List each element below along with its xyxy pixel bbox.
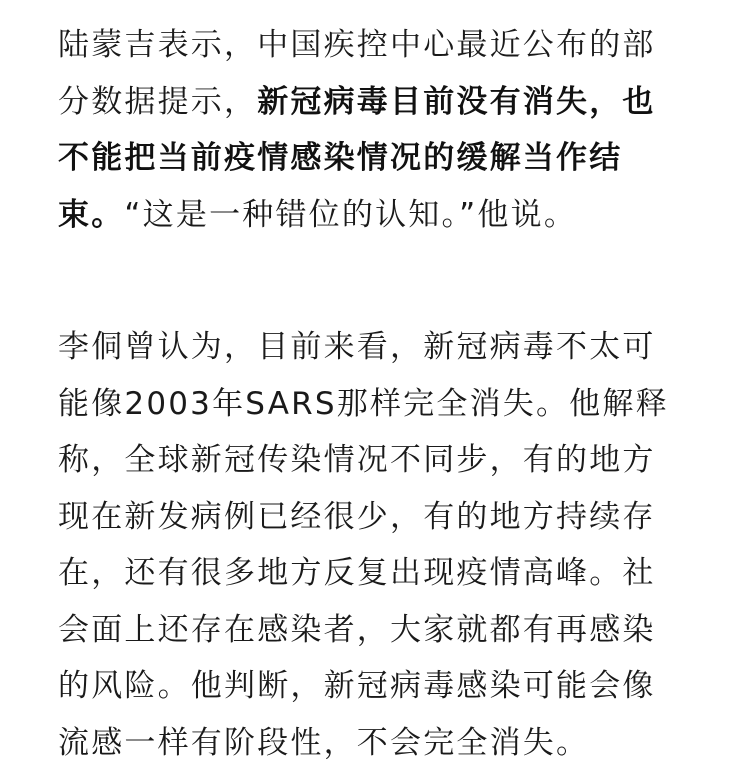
text-line: 流感一样有阶段性，不会完全消失。 [58, 724, 590, 761]
text-line: 会面上还存在感染者，大家就都有再感染 [58, 611, 656, 648]
text-span: “这是一种错位的认知。”他说。 [124, 196, 578, 233]
paragraph-lu-menji-quote [58, 0, 709, 243]
text-line [58, 130, 709, 187]
text-line: 的风险。他判断，新冠病毒感染可能会像 [58, 668, 656, 704]
text-span: 分数据提示， [58, 83, 258, 120]
text-line [58, 17, 709, 74]
text-line: 称，全球新冠传染情况不同步，有的地方 [58, 442, 656, 478]
text-line: 现在新发病例已经很少，有的地方持续存 [58, 498, 656, 535]
bold-text-span: 不能把当前疫情感染情况的缓解当作结 [58, 140, 623, 176]
bold-text-span: 新冠病毒目前没有消失，也 [257, 83, 656, 120]
text-line: 能像2003年SARS那样完全消失。他解释 [58, 385, 669, 422]
text-span: 陆蒙吉表示，中国疾控中心最近公布的部 [58, 27, 656, 63]
bold-text-span: 束。 [58, 196, 125, 233]
text-line: 在，还有很多地方反复出现疫情高峰。社 [58, 555, 656, 591]
text-line [58, 74, 709, 131]
paragraph-li-tongzeng-opinion [58, 319, 709, 771]
text-line [58, 187, 709, 244]
text-line: 李侗曾认为，目前来看，新冠病毒不太可 [58, 329, 656, 365]
